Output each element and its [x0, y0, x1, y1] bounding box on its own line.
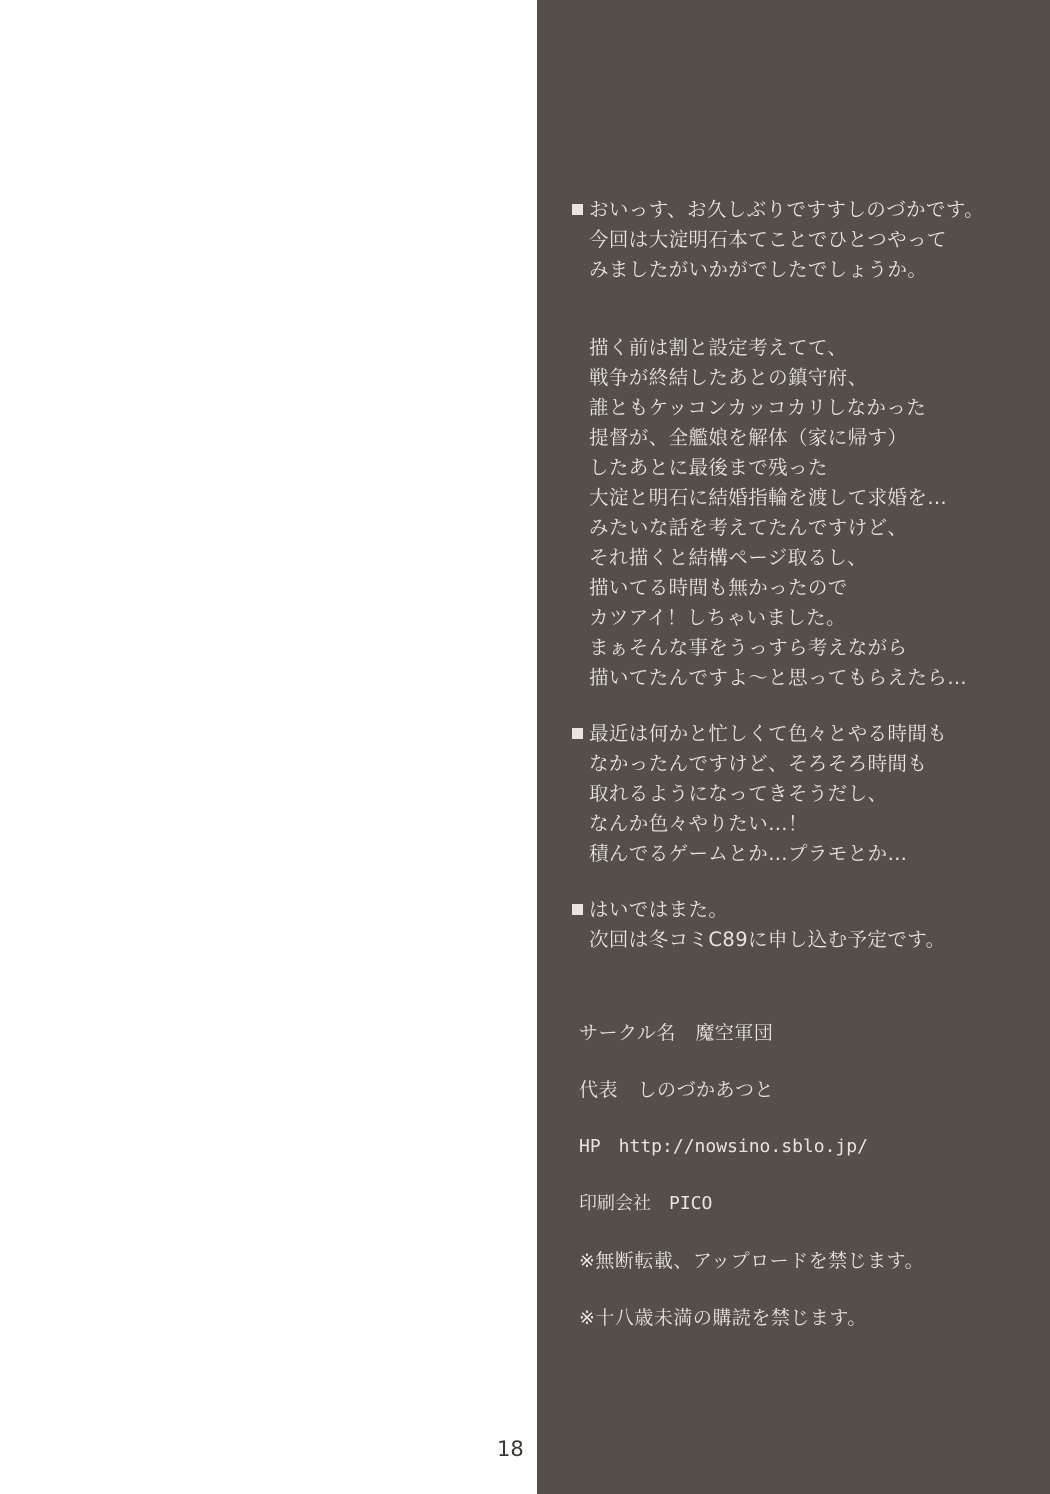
afterword-line: 今回は大淀明石本てことでひとつやって — [589, 228, 947, 251]
paragraph-spacer — [572, 311, 1032, 333]
afterword-paragraph — [572, 895, 1032, 955]
afterword-line: 誰ともケッコンカッコカリしなかった — [589, 396, 927, 419]
afterword-paragraph — [572, 195, 1032, 285]
colophon-row: HP http://nowsino.sblo.jp/ — [579, 1136, 868, 1157]
afterword-bullet-line — [572, 719, 1032, 749]
page-number: 18 — [497, 1437, 524, 1461]
afterword-line: なんか色々やりたい…！ — [589, 812, 808, 835]
colophon-row: ※十八歳未満の購読を禁じます。 — [579, 1307, 867, 1329]
square-bullet-icon — [572, 728, 583, 739]
afterword-paragraph — [572, 333, 1032, 693]
colophon-row: ※無断転載、アップロードを禁じます。 — [579, 1250, 925, 1272]
afterword-line-text: 最近は何かと忙しくて色々とやる時間も — [589, 722, 948, 745]
afterword-line: 次回は冬コミC89に申し込む予定です。 — [589, 928, 946, 951]
afterword-line: 戦争が終結したあとの鎮守府、 — [589, 366, 868, 389]
afterword-line: 描いてる時間も無かったので — [589, 576, 848, 599]
colophon-row: サークル名 魔空軍団 — [579, 1022, 774, 1044]
afterword-bullet-line — [572, 195, 1032, 225]
afterword-line: 描く前は割と設定考えてて、 — [589, 336, 848, 359]
afterword-line-text: おいっす、お久しぶりですすしのづかです。 — [589, 198, 985, 221]
afterword-line: 積んでるゲームとか…プラモとか… — [589, 842, 908, 865]
afterword-line: みましたがいかがでしたでしょうか。 — [589, 258, 928, 281]
colophon-row: 印刷会社 PICO — [579, 1193, 713, 1214]
colophon-row: 代表 しのづかあつと — [579, 1079, 775, 1101]
right-text-panel — [537, 0, 1050, 1494]
afterword-paragraph — [572, 719, 1032, 869]
afterword-text-block — [572, 195, 1032, 981]
afterword-line: それ描くと結構ページ取るし、 — [589, 546, 868, 569]
afterword-line: 描いてたんですよ～と思ってもらえたら… — [589, 666, 968, 689]
afterword-line: 大淀と明石に結婚指輪を渡して求婚を… — [589, 486, 948, 509]
afterword-bullet-line — [572, 895, 1032, 925]
afterword-line: カツアイ！しちゃいました。 — [589, 606, 846, 629]
square-bullet-icon — [572, 204, 583, 215]
afterword-line: 取れるようになってきそうだし、 — [589, 782, 888, 805]
afterword-line-text: はいではまた。 — [589, 898, 729, 921]
square-bullet-icon — [572, 904, 583, 915]
afterword-line: みたいな話を考えてたんですけど、 — [589, 516, 908, 539]
afterword-line: 提督が、全艦娘を解体（家に帰す） — [589, 426, 908, 449]
colophon-block — [579, 1020, 1039, 1362]
afterword-line: したあとに最後まで残った — [589, 456, 828, 479]
afterword-line: なかったんですけど、そろそろ時間も — [589, 752, 928, 775]
afterword-line: まぁそんな事をうっすら考えながら — [589, 636, 908, 659]
